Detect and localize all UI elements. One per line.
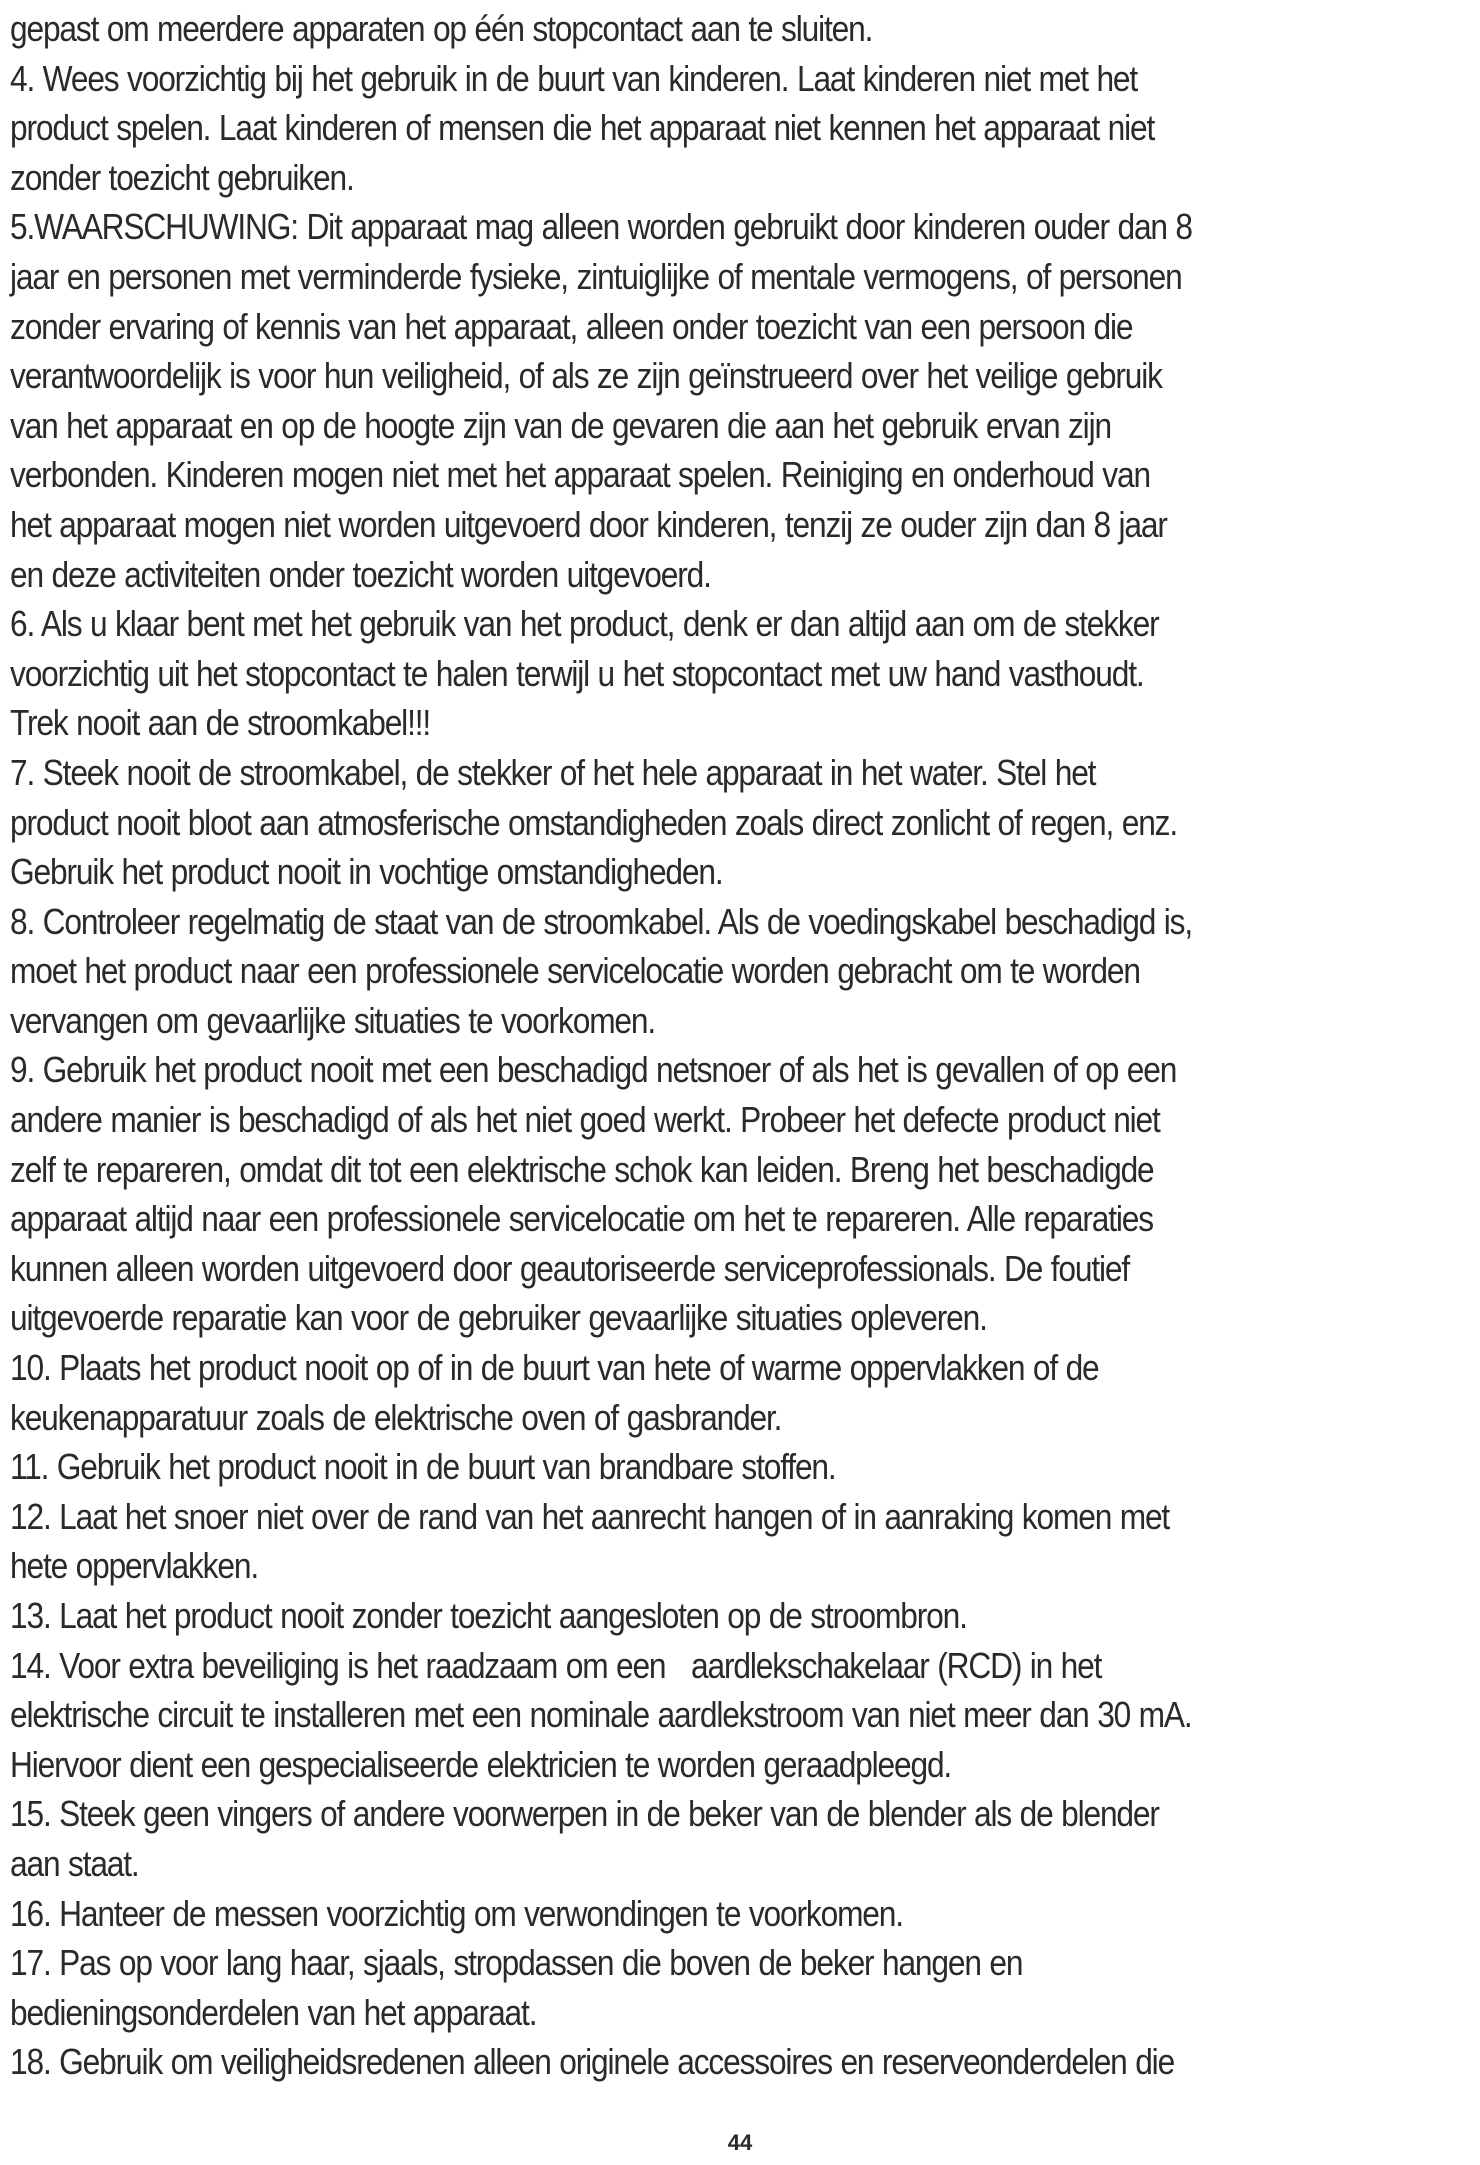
- text-line: 16. Hanteer de messen voorzichtig om verwondingen te voorkomen.: [10, 1892, 903, 1934]
- text-line: 17. Pas op voor lang haar, sjaals, stropdassen die boven de beker hangen en: [10, 1942, 1023, 1984]
- body-text: [10, 4, 1297, 2087]
- text-line: apparaat altijd naar een professionele servicelocatie om het te repareren. Alle reparaties: [10, 1198, 1153, 1240]
- text-line: verbonden. Kinderen mogen niet met het apparaat spelen. Reiniging en onderhoud van: [10, 454, 1150, 496]
- page-number: 44: [727, 2130, 753, 2155]
- text-line: elektrische circuit te installeren met een nominale aardlekstroom van niet meer dan 30 mA.: [10, 1694, 1192, 1736]
- text-line: 14. Voor extra beveiliging is het raadzaam om een aardlekschakelaar (RCD) in het: [10, 1644, 1102, 1686]
- text-line: zonder ervaring of kennis van het apparaat, alleen onder toezicht van een persoon die: [10, 305, 1133, 347]
- text-line: verantwoordelijk is voor hun veiligheid, of als ze zijn geïnstrueerd over het veilige gebruik: [10, 355, 1162, 397]
- text-line: het apparaat mogen niet worden uitgevoerd door kinderen, tenzij ze ouder zijn dan 8 jaar: [10, 503, 1167, 545]
- text-line: Trek nooit aan de stroomkabel!!!: [10, 702, 431, 744]
- text-line: 10. Plaats het product nooit op of in de buurt van hete of warme oppervlakken of de: [10, 1347, 1099, 1389]
- text-line: gepast om meerdere apparaten op één stopcontact aan te sluiten.: [10, 8, 873, 49]
- text-line: 13. Laat het product nooit zonder toezicht aangesloten op de stroombron.: [10, 1595, 967, 1636]
- text-line: en deze activiteiten onder toezicht worden uitgevoerd.: [10, 553, 711, 595]
- text-line: uitgevoerde reparatie kan voor de gebruiker gevaarlijke situaties opleveren.: [10, 1297, 987, 1339]
- text-line: product spelen. Laat kinderen of mensen die het apparaat niet kennen het apparaat niet: [10, 107, 1155, 149]
- text-line: vervangen om gevaarlijke situaties te voorkomen.: [10, 999, 656, 1041]
- text-line: voorzichtig uit het stopcontact te halen terwijl u het stopcontact met uw hand vasthoudt.: [10, 652, 1144, 694]
- text-line: 12. Laat het snoer niet over de rand van het aanrecht hangen of in aanraking komen met: [10, 1495, 1170, 1537]
- text-line: 8. Controleer regelmatig de staat van de stroomkabel. Als de voedingskabel beschadigd is,: [10, 900, 1192, 942]
- text-line: bedieningsonderdelen van het apparaat.: [10, 1991, 537, 2033]
- text-line: andere manier is beschadigd of als het niet goed werkt. Probeer het defecte product niet: [10, 1099, 1160, 1141]
- text-line: aan staat.: [10, 1842, 139, 1884]
- text-line: Hiervoor dient een gespecialiseerde elektricien te worden geraadpleegd.: [10, 1743, 952, 1785]
- text-line: Gebruik het product nooit in vochtige omstandigheden.: [10, 851, 723, 893]
- text-line: 15. Steek geen vingers of andere voorwerpen in de beker van de blender als de blender: [10, 1793, 1159, 1835]
- text-line: product nooit bloot aan atmosferische omstandigheden zoals direct zonlicht of regen, enz.: [10, 801, 1178, 843]
- text-line: 4. Wees voorzichtig bij het gebruik in de buurt van kinderen. Laat kinderen niet met het: [10, 57, 1138, 99]
- text-line: 6. Als u klaar bent met het gebruik van het product, denk er dan altijd aan om de stekker: [10, 603, 1159, 645]
- text-line: 11. Gebruik het product nooit in de buurt van brandbare stoffen.: [10, 1446, 836, 1488]
- text-line: keukenapparatuur zoals de elektrische oven of gasbrander.: [10, 1396, 782, 1438]
- text-line: hete oppervlakken.: [10, 1545, 258, 1587]
- text-line: van het apparaat en op de hoogte zijn van de gevaren die aan het gebruik ervan zijn: [10, 404, 1111, 446]
- text-line: zonder toezicht gebruiken.: [10, 156, 354, 198]
- text-line: kunnen alleen worden uitgevoerd door geautoriseerde serviceprofessionals. De foutief: [10, 1247, 1130, 1289]
- text-line: moet het product naar een professionele servicelocatie worden gebracht om te worden: [10, 950, 1140, 992]
- text-line: 7. Steek nooit de stroomkabel, de stekker of het hele apparaat in het water. Stel het: [10, 751, 1096, 793]
- text-line: zelf te repareren, omdat dit tot een elektrische schok kan leiden. Breng het beschadigde: [10, 1148, 1154, 1190]
- text-line: jaar en personen met verminderde fysieke, zintuiglijke of mentale vermogens, of personen: [10, 255, 1182, 297]
- text-line: 9. Gebruik het product nooit met een beschadigd netsnoer of als het is gevallen of op een: [10, 1049, 1177, 1091]
- text-line: 18. Gebruik om veiligheidsredenen alleen originele accessoires en reserveonderdelen die: [10, 2041, 1175, 2083]
- text-line: 5.WAARSCHUWING: Dit apparaat mag alleen worden gebruikt door kinderen ouder dan 8: [10, 206, 1192, 248]
